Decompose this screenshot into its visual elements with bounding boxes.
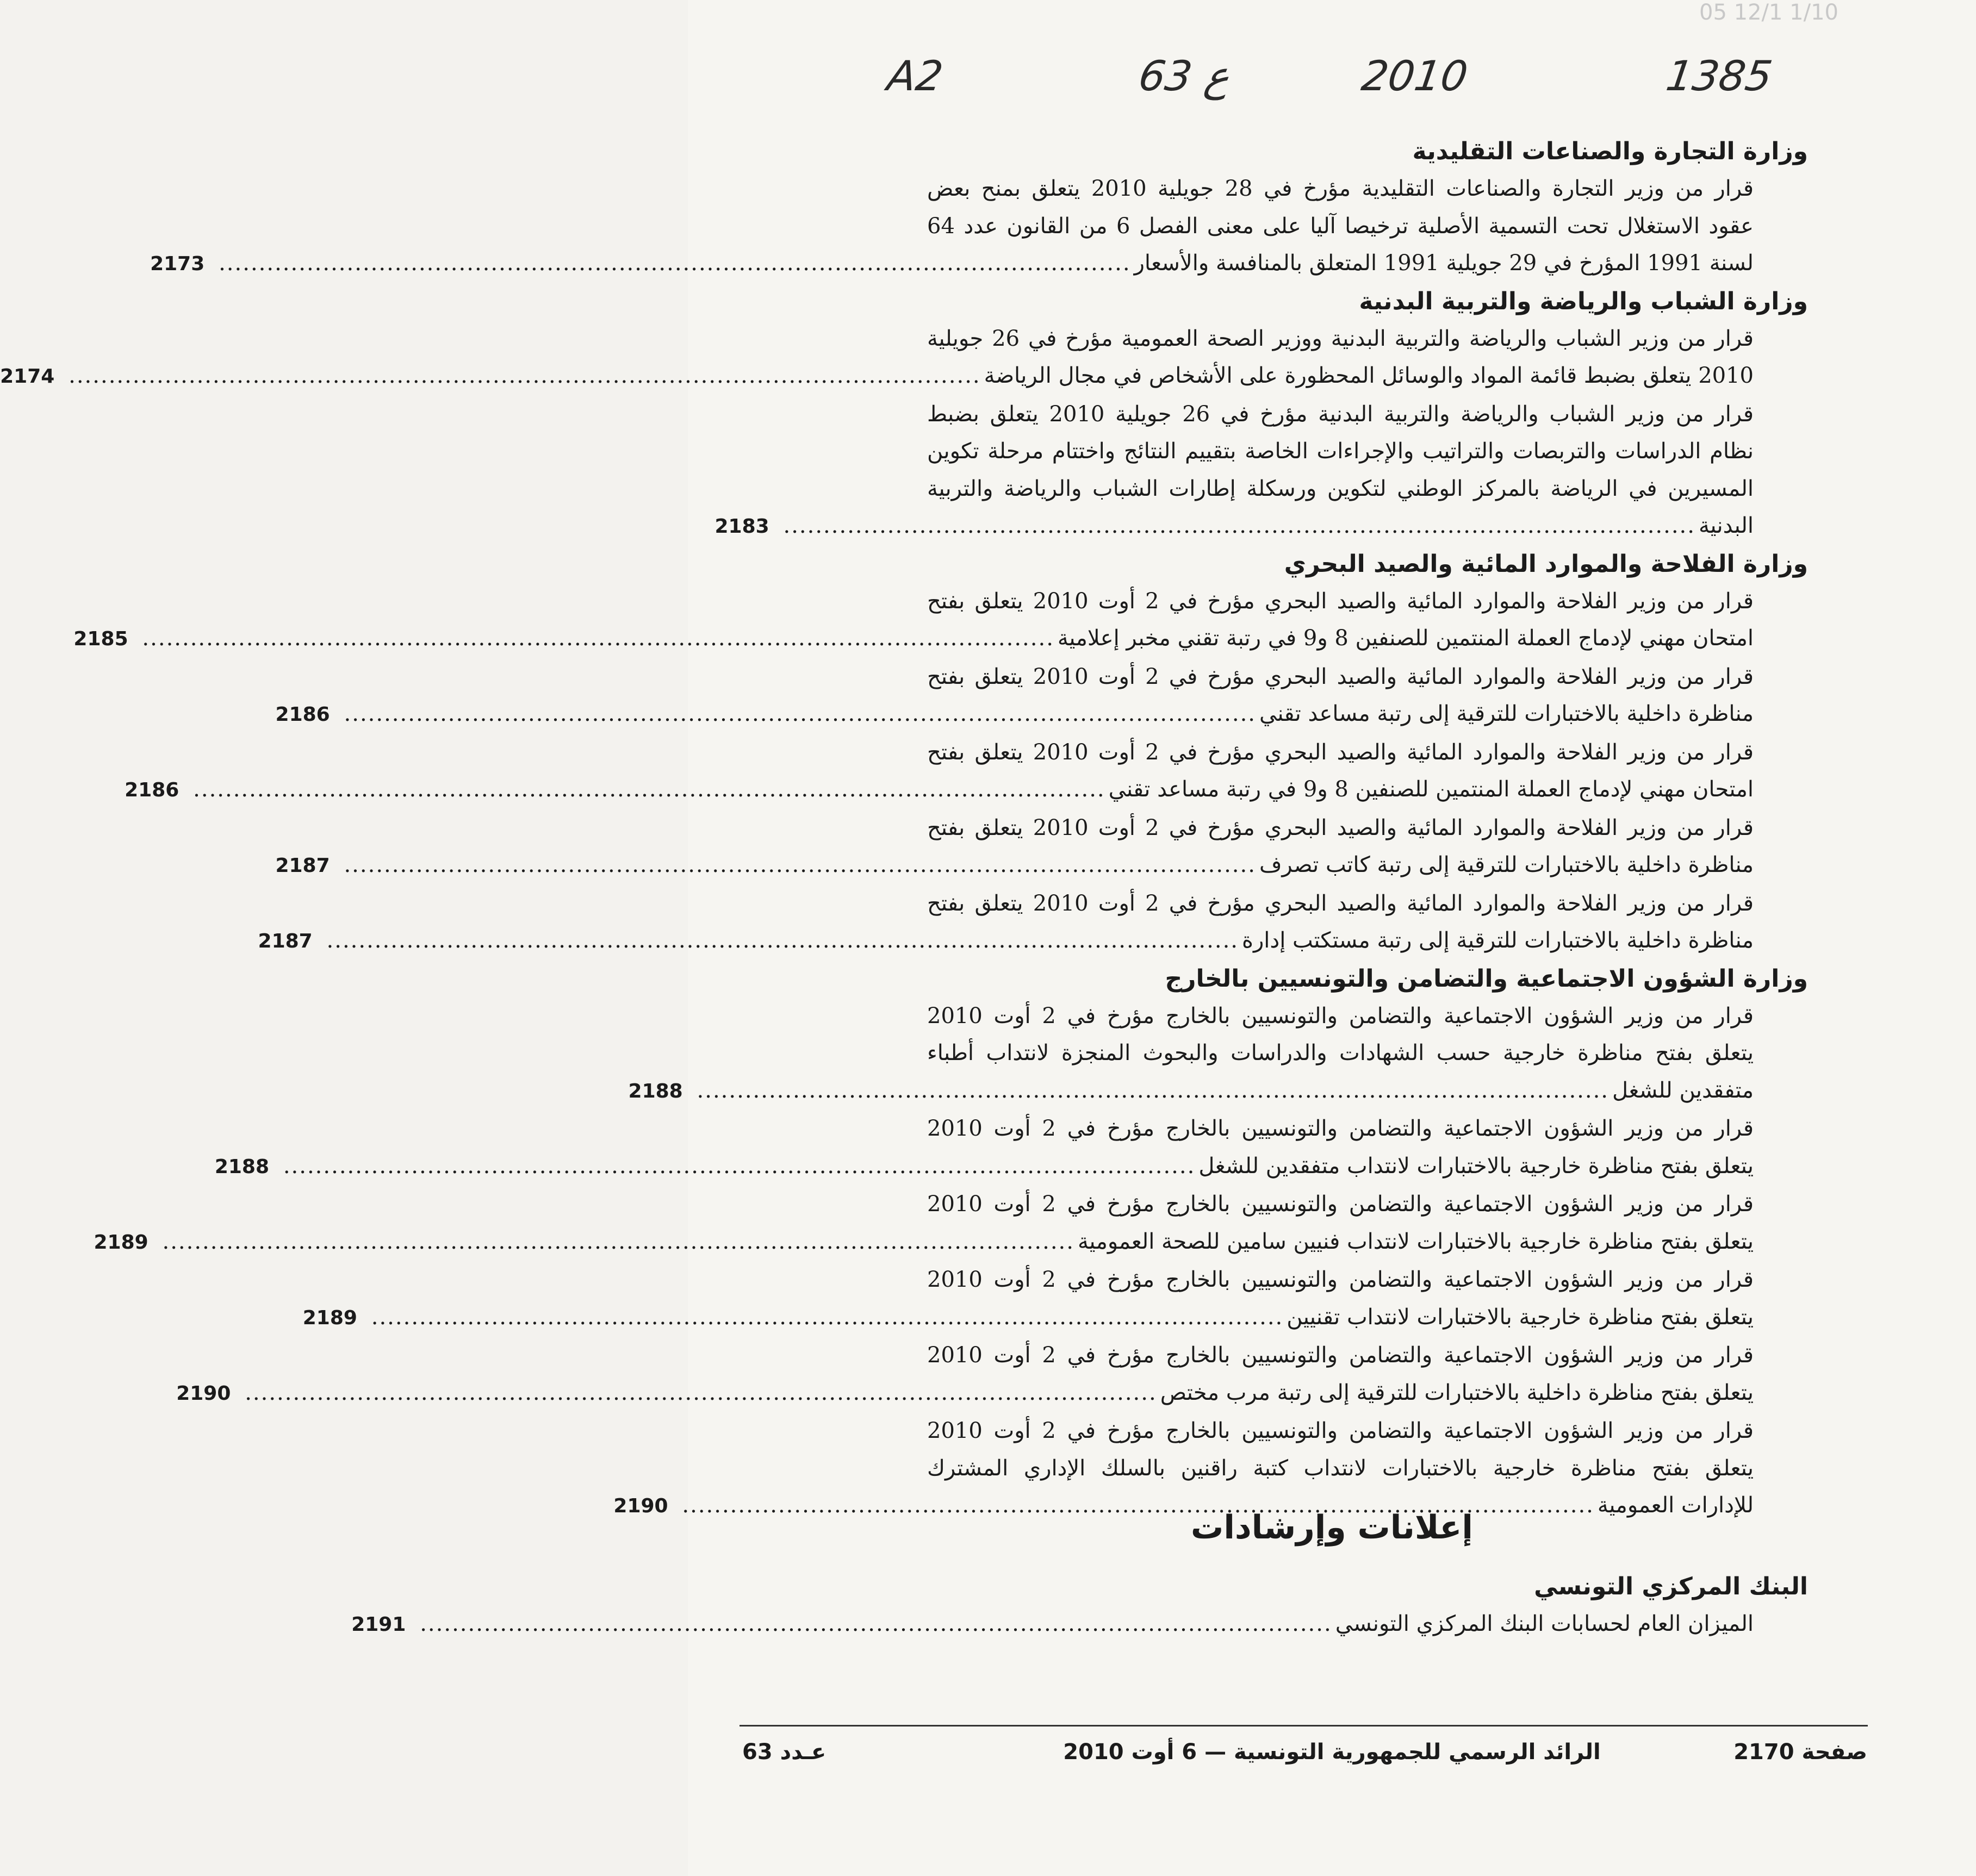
entry-text-line: قرار من وزير الشباب والرياضة والتربية البدنية مؤرخ في 26 جويلية 2010 يتعلق بضبط <box>927 401 1754 427</box>
entry-text-end: للإدارات العمومية <box>1597 1493 1754 1518</box>
toc-entry <box>176 1337 1754 1412</box>
leader-dots: .................................................................................................................. <box>682 1493 1594 1518</box>
entry-text-end: متفقدين للشغل <box>1612 1077 1754 1103</box>
entry-text-end: يتعلق بفتح مناظرة خارجية بالاختبارات لانتداب تقنيين <box>1287 1304 1754 1330</box>
toc-entry <box>125 734 1754 809</box>
table-of-contents <box>0 133 1808 1525</box>
entry-text-line: المسيرين في الرياضة بالمركز الوطني لتكوين ورسكلة إطارات الشباب والرياضة والتربية <box>927 476 1754 501</box>
entry-text-end: لسنة 1991 المؤرخ في 29 جويلية 1991 المتعلق بالمنافسة والأسعار <box>1134 251 1754 276</box>
page-reference: 2188 <box>628 1080 683 1102</box>
entry-text-end: امتحان مهني لإدماج العملة المنتمين للصنفين 8 و9 في رتبة مساعد تقني <box>1108 777 1754 802</box>
scan-artifact: 05 12/1 1/10 <box>1699 0 1838 25</box>
entry-text-line: قرار من وزير الفلاحة والموارد المائية والصيد البحري مؤرخ في 2 أوت 2010 يتعلق بفتح <box>927 739 1754 765</box>
leader-dots: .................................................................................................................. <box>219 251 1131 276</box>
entry-last-line <box>275 846 1754 885</box>
entry-text-end: البدنية <box>1698 513 1754 538</box>
page-reference: 2174 <box>0 365 55 388</box>
page-reference: 2183 <box>714 515 769 538</box>
page-reference: 2185 <box>73 628 128 650</box>
entry-text-line: قرار من وزير الشؤون الاجتماعية والتضامن والتونسيين بالخارج مؤرخ في 2 أوت 2010 <box>927 1418 1754 1443</box>
leader-dots: .................................................................................................................. <box>69 363 981 388</box>
page-reference: 2189 <box>302 1306 357 1329</box>
leader-dots: .................................................................................................................. <box>420 1611 1332 1636</box>
entry-text-line: قرار من وزير التجارة والصناعات التقليدية مؤرخ في 28 جويلية 2010 يتعلق بمنح بعض <box>927 176 1754 201</box>
ministry-heading: وزارة الشباب والرياضة والتربية البدنية <box>1359 287 1808 315</box>
entry-text-line: قرار من وزير الشؤون الاجتماعية والتضامن والتونسيين بالخارج مؤرخ في 2 أوت 2010 <box>927 1343 1754 1368</box>
leader-dots: .................................................................................................................. <box>371 1304 1284 1330</box>
page-reference: 2190 <box>613 1495 668 1517</box>
toc-entry <box>94 1186 1754 1261</box>
entry-last-line <box>214 1148 1754 1186</box>
entry-text-line: قرار من وزير الشؤون الاجتماعية والتضامن والتونسيين بالخارج مؤرخ في 2 أوت 2010 <box>927 1003 1754 1029</box>
footer-date-day: 6 <box>1182 1740 1197 1765</box>
entry-text-line: قرار من وزير الفلاحة والموارد المائية والصيد البحري مؤرخ في 2 أوت 2010 يتعلق بفتح <box>927 664 1754 689</box>
leader-dots: .................................................................................................................. <box>344 701 1257 726</box>
toc-entry <box>628 998 1754 1111</box>
footer-page-number: 2170 <box>1733 1740 1794 1765</box>
page-reference: 2186 <box>275 703 330 726</box>
leader-dots: .................................................................................................................. <box>283 1153 1196 1179</box>
footer-page-label: صفحة <box>1801 1740 1867 1765</box>
entry-text-line: نظام الدراسات والتربصات والتراتيب والإجراءات الخاصة بتقييم النتائج واختتام مرحلة تكوين <box>927 439 1754 464</box>
toc-entry <box>214 1110 1754 1186</box>
leader-dots: .................................................................................................................. <box>245 1380 1157 1405</box>
page-reference: 2187 <box>258 930 313 952</box>
footer-issue-label: عـدد <box>780 1740 827 1765</box>
ministry-heading: وزارة التجارة والصناعات التقليدية <box>1412 138 1808 165</box>
entry-text-end: 2010 يتعلق بضبط قائمة المواد والوسائل المحظورة على الأشخاص في مجال الرياضة <box>984 363 1754 388</box>
entry-text-end: يتعلق بفتح مناظرة داخلية بالاختبارات للترقية إلى رتبة مرب مختص <box>1160 1380 1754 1405</box>
ministry-heading: وزارة الفلاحة والموارد المائية والصيد البحري <box>1284 550 1808 578</box>
leader-dots: .................................................................................................................. <box>142 626 1054 651</box>
entry-last-line <box>275 695 1754 734</box>
leader-dots: .................................................................................................................. <box>193 777 1105 802</box>
notices-title: إعلانات وإرشادات <box>1191 1509 1473 1547</box>
entry-last-line <box>302 1299 1754 1337</box>
page-reference: 2190 <box>176 1382 231 1405</box>
toc-entry <box>150 170 1754 283</box>
entry-last-line <box>176 1374 1754 1413</box>
toc-entry <box>275 658 1754 734</box>
entry-last-line <box>94 1223 1754 1262</box>
entry-text-line: قرار من وزير الشؤون الاجتماعية والتضامن والتونسيين بالخارج مؤرخ في 2 أوت 2010 <box>927 1116 1754 1141</box>
toc-entry <box>258 885 1754 961</box>
entry-text-line: قرار من وزير الشؤون الاجتماعية والتضامن والتونسيين بالخارج مؤرخ في 2 أوت 2010 <box>927 1267 1754 1292</box>
footer-issue-number: 63 <box>742 1740 773 1765</box>
notices-entry <box>351 1605 1754 1644</box>
entry-text-end: مناظرة داخلية بالاختبارات للترقية إلى رتبة مساعد تقني <box>1259 701 1754 726</box>
toc-entry <box>714 396 1754 546</box>
toc-entry <box>0 320 1754 396</box>
notices-section-heading: البنك المركزي التونسي <box>1534 1573 1808 1600</box>
entry-text-end: يتعلق بفتح مناظرة خارجية بالاختبارات لانتداب متفقدين للشغل <box>1198 1153 1754 1179</box>
handwritten-note-a: A2 <box>884 52 946 100</box>
entry-text-line: قرار من وزير الشباب والرياضة والتربية البدنية ووزير الصحة العمومية مؤرخ في 26 جويلية <box>927 326 1754 351</box>
leader-dots: .................................................................................................................. <box>344 852 1256 877</box>
entry-text-line: يتعلق بفتح مناظرة خارجية حسب الشهادات والدراسات والبحوث المنجزة لانتداب أطباء <box>927 1040 1754 1065</box>
page-reference: 2189 <box>94 1231 148 1254</box>
entry-text-line: عقود الاستغلال تحت التسمية الأصلية ترخيصا آليا على معنى الفصل 6 من القانون عدد 64 <box>927 213 1754 239</box>
entry-last-line <box>0 357 1754 396</box>
toc-entry <box>302 1261 1754 1337</box>
footer-issue <box>742 1740 826 1765</box>
entry-text-end: امتحان مهني لإدماج العملة المنتمين للصنفين 8 و9 في رتبة تقني مخبر إعلامية <box>1057 626 1754 651</box>
handwritten-note-b: 63 ع <box>1135 52 1233 100</box>
leader-dots: .................................................................................................................. <box>697 1077 1610 1103</box>
footer-journal <box>688 1740 1976 1765</box>
entry-last-line <box>258 922 1754 961</box>
leader-dots: .................................................................................................................. <box>326 928 1239 953</box>
page-reference: 2191 <box>351 1613 406 1636</box>
entry-last-line <box>150 245 1754 283</box>
footer-journal-title: الرائد الرسمي للجمهورية التونسية — <box>1204 1740 1601 1765</box>
footer-date-month: أوت <box>1131 1740 1175 1765</box>
page-reference: 2188 <box>214 1155 270 1178</box>
footer-date-year: 2010 <box>1063 1740 1124 1765</box>
entry-text-line: قرار من وزير الفلاحة والموارد المائية والصيد البحري مؤرخ في 2 أوت 2010 يتعلق بفتح <box>927 588 1754 614</box>
entry-last-line <box>73 620 1754 658</box>
handwritten-note-d: 1385 <box>1663 52 1775 100</box>
page-reference: 2187 <box>275 855 330 877</box>
toc-entry <box>73 583 1754 658</box>
entry-last-line <box>125 771 1754 809</box>
entry-text-end: مناظرة داخلية بالاختبارات للترقية إلى رتبة مستكتب إدارة <box>1242 928 1754 953</box>
footer-rule <box>740 1725 1868 1727</box>
leader-dots: .................................................................................................................. <box>162 1229 1074 1254</box>
page-reference: 2186 <box>125 779 179 801</box>
notices-entry-text: الميزان العام لحسابات البنك المركزي التونسي <box>1335 1611 1754 1636</box>
handwritten-note-c: 2010 <box>1358 52 1471 100</box>
toc-entry <box>275 809 1754 885</box>
entry-text-line: قرار من وزير الفلاحة والموارد المائية والصيد البحري مؤرخ في 2 أوت 2010 يتعلق بفتح <box>927 890 1754 916</box>
entry-text-line: يتعلق بفتح مناظرة خارجية بالاختبارات لانتداب كتبة راقنين بالسلك الإداري المشترك <box>927 1455 1754 1481</box>
entry-last-line <box>714 507 1754 546</box>
entry-text-line: قرار من وزير الفلاحة والموارد المائية والصيد البحري مؤرخ في 2 أوت 2010 يتعلق بفتح <box>927 815 1754 840</box>
entry-last-line <box>628 1072 1754 1111</box>
notices-block <box>351 1568 1808 1644</box>
ministry-heading: وزارة الشؤون الاجتماعية والتضامن والتونسيين بالخارج <box>1165 964 1808 993</box>
entry-text-end: يتعلق بفتح مناظرة خارجية بالاختبارات لانتداب فنيين سامين للصحة العمومية <box>1077 1229 1754 1254</box>
entry-text-end: مناظرة داخلية بالاختبارات للترقية إلى رتبة كاتب تصرف <box>1259 852 1754 877</box>
entry-text-line: قرار من وزير الشؤون الاجتماعية والتضامن والتونسيين بالخارج مؤرخ في 2 أوت 2010 <box>927 1192 1754 1217</box>
notices-entry-line <box>351 1605 1754 1644</box>
page-reference: 2173 <box>150 253 205 275</box>
leader-dots: .................................................................................................................. <box>783 513 1695 538</box>
